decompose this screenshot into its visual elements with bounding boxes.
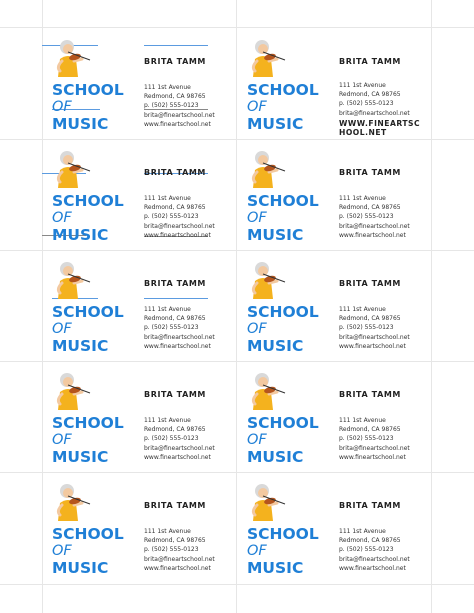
city-line: Redmond, CA 98765 bbox=[339, 426, 401, 434]
phone-line: p. (502) 555-0123 bbox=[339, 435, 394, 443]
violinist-icon bbox=[243, 370, 289, 410]
phone-line: p. (502) 555-0123 bbox=[144, 102, 199, 110]
school-word: SCHOOL bbox=[247, 192, 319, 210]
school-word: MUSIC bbox=[52, 448, 109, 466]
decor-line bbox=[144, 298, 208, 299]
violinist-icon bbox=[243, 259, 289, 299]
address-line: 111 1st Avenue bbox=[339, 417, 386, 424]
email-line: brita@fineartschool.net bbox=[144, 222, 215, 230]
address-line: 111 1st Avenue bbox=[144, 306, 191, 313]
contact-info bbox=[144, 305, 215, 351]
school-logo-text bbox=[52, 415, 144, 466]
email-line: brita@fineartschool.net bbox=[339, 555, 410, 563]
address-line: 111 1st Avenue bbox=[339, 528, 386, 535]
city-line: Redmond, CA 98765 bbox=[339, 204, 401, 212]
city-line: Redmond, CA 98765 bbox=[339, 91, 401, 99]
school-word: OF bbox=[247, 432, 267, 448]
business-card[interactable] bbox=[237, 138, 432, 249]
email-line: brita@fineartschool.net bbox=[144, 444, 215, 452]
business-card[interactable] bbox=[42, 471, 237, 582]
contact-name: BRITA TAMM bbox=[144, 279, 206, 288]
email-line: brita@fineartschool.net bbox=[339, 333, 410, 341]
phone-line: p. (502) 555-0123 bbox=[144, 546, 199, 554]
school-logo-text bbox=[247, 193, 339, 244]
website-line: www.fineartschool.net bbox=[339, 564, 406, 572]
phone-line: p. (502) 555-0123 bbox=[339, 100, 394, 108]
business-card[interactable] bbox=[237, 27, 432, 138]
violinist-icon bbox=[243, 37, 289, 77]
school-word: SCHOOL bbox=[247, 414, 319, 432]
email-line: brita@fineartschool.net bbox=[339, 109, 410, 117]
website-line: www.fineartschool.net bbox=[144, 120, 211, 128]
school-word: OF bbox=[247, 543, 267, 559]
school-word: OF bbox=[52, 210, 72, 226]
school-word: MUSIC bbox=[52, 559, 109, 577]
decor-line bbox=[144, 45, 208, 46]
school-word: MUSIC bbox=[52, 115, 109, 133]
school-word: OF bbox=[52, 99, 72, 115]
school-word: MUSIC bbox=[247, 448, 304, 466]
address-line: 111 1st Avenue bbox=[144, 417, 191, 424]
business-card-sheet bbox=[42, 27, 432, 584]
contact-name: BRITA TAMM bbox=[144, 57, 206, 66]
website-line: www.fineartschool.net bbox=[339, 453, 406, 461]
school-word: OF bbox=[247, 99, 267, 115]
contact-info bbox=[144, 83, 215, 129]
school-word: MUSIC bbox=[52, 226, 109, 244]
address-line: 111 1st Avenue bbox=[339, 195, 386, 202]
website-line: WWW.FINEARTSCHOOL.NET bbox=[339, 119, 421, 135]
website-line: www.fineartschool.net bbox=[144, 231, 211, 239]
email-line: brita@fineartschool.net bbox=[339, 444, 410, 452]
contact-info bbox=[339, 416, 410, 462]
business-card[interactable] bbox=[237, 360, 432, 471]
violinist-icon bbox=[48, 148, 94, 188]
school-word: SCHOOL bbox=[52, 192, 124, 210]
website-line: www.fineartschool.net bbox=[144, 342, 211, 350]
school-logo-text bbox=[247, 526, 339, 577]
violinist-icon bbox=[48, 259, 94, 299]
school-logo-text bbox=[52, 193, 144, 244]
violinist-icon bbox=[48, 370, 94, 410]
school-word: SCHOOL bbox=[247, 525, 319, 543]
school-word: OF bbox=[247, 210, 267, 226]
email-line: brita@fineartschool.net bbox=[144, 333, 215, 341]
business-card[interactable] bbox=[42, 249, 237, 360]
contact-name: BRITA TAMM bbox=[339, 279, 401, 288]
phone-line: p. (502) 555-0123 bbox=[144, 213, 199, 221]
contact-name: BRITA TAMM bbox=[339, 57, 401, 66]
contact-info bbox=[339, 194, 410, 240]
address-line: 111 1st Avenue bbox=[144, 195, 191, 202]
phone-line: p. (502) 555-0123 bbox=[339, 213, 394, 221]
school-logo-text bbox=[247, 82, 339, 133]
school-word: SCHOOL bbox=[52, 81, 124, 99]
contact-info bbox=[339, 305, 410, 351]
business-card[interactable] bbox=[42, 360, 237, 471]
city-line: Redmond, CA 98765 bbox=[144, 426, 206, 434]
contact-info bbox=[144, 416, 215, 462]
contact-name: BRITA TAMM bbox=[144, 168, 206, 177]
contact-info bbox=[339, 527, 410, 573]
school-word: SCHOOL bbox=[247, 303, 319, 321]
phone-line: p. (502) 555-0123 bbox=[144, 435, 199, 443]
website-line: www.fineartschool.net bbox=[339, 342, 406, 350]
phone-line: p. (502) 555-0123 bbox=[144, 324, 199, 332]
city-line: Redmond, CA 98765 bbox=[144, 537, 206, 545]
phone-line: p. (502) 555-0123 bbox=[339, 546, 394, 554]
school-logo-text bbox=[52, 526, 144, 577]
school-word: SCHOOL bbox=[52, 525, 124, 543]
address-line: 111 1st Avenue bbox=[144, 84, 191, 91]
school-word: MUSIC bbox=[52, 337, 109, 355]
contact-name: BRITA TAMM bbox=[144, 390, 206, 399]
school-word: MUSIC bbox=[247, 115, 304, 133]
contact-name: BRITA TAMM bbox=[339, 501, 401, 510]
school-word: OF bbox=[52, 321, 72, 337]
school-word: MUSIC bbox=[247, 226, 304, 244]
violinist-icon bbox=[243, 481, 289, 521]
school-word: MUSIC bbox=[247, 337, 304, 355]
address-line: 111 1st Avenue bbox=[144, 528, 191, 535]
guide-line bbox=[0, 584, 474, 585]
website-line: www.fineartschool.net bbox=[339, 231, 406, 239]
violinist-icon bbox=[48, 37, 94, 77]
business-card[interactable] bbox=[42, 138, 237, 249]
email-line: brita@fineartschool.net bbox=[339, 222, 410, 230]
business-card[interactable] bbox=[237, 249, 432, 360]
contact-name: BRITA TAMM bbox=[339, 168, 401, 177]
violinist-icon bbox=[48, 481, 94, 521]
city-line: Redmond, CA 98765 bbox=[339, 315, 401, 323]
school-word: OF bbox=[247, 321, 267, 337]
address-line: 111 1st Avenue bbox=[339, 306, 386, 313]
email-line: brita@fineartschool.net bbox=[144, 111, 215, 119]
address-line: 111 1st Avenue bbox=[339, 82, 386, 89]
contact-info bbox=[144, 527, 215, 573]
school-word: OF bbox=[52, 543, 72, 559]
school-word: SCHOOL bbox=[52, 414, 124, 432]
city-line: Redmond, CA 98765 bbox=[339, 537, 401, 545]
email-line: brita@fineartschool.net bbox=[144, 555, 215, 563]
business-card[interactable] bbox=[237, 471, 432, 582]
contact-info bbox=[339, 81, 410, 118]
city-line: Redmond, CA 98765 bbox=[144, 204, 206, 212]
contact-name: BRITA TAMM bbox=[144, 501, 206, 510]
school-word: SCHOOL bbox=[52, 303, 124, 321]
business-card[interactable] bbox=[42, 27, 237, 138]
school-logo-text bbox=[247, 304, 339, 355]
city-line: Redmond, CA 98765 bbox=[144, 315, 206, 323]
contact-name: BRITA TAMM bbox=[339, 390, 401, 399]
violinist-icon bbox=[243, 148, 289, 188]
school-word: OF bbox=[52, 432, 72, 448]
phone-line: p. (502) 555-0123 bbox=[339, 324, 394, 332]
website-line: www.fineartschool.net bbox=[144, 564, 211, 572]
school-logo-text bbox=[247, 415, 339, 466]
school-word: SCHOOL bbox=[247, 81, 319, 99]
contact-info bbox=[144, 194, 215, 240]
city-line: Redmond, CA 98765 bbox=[144, 93, 206, 101]
school-word: MUSIC bbox=[247, 559, 304, 577]
school-logo-text bbox=[52, 82, 144, 133]
website-line: www.fineartschool.net bbox=[144, 453, 211, 461]
school-logo-text bbox=[52, 304, 144, 355]
